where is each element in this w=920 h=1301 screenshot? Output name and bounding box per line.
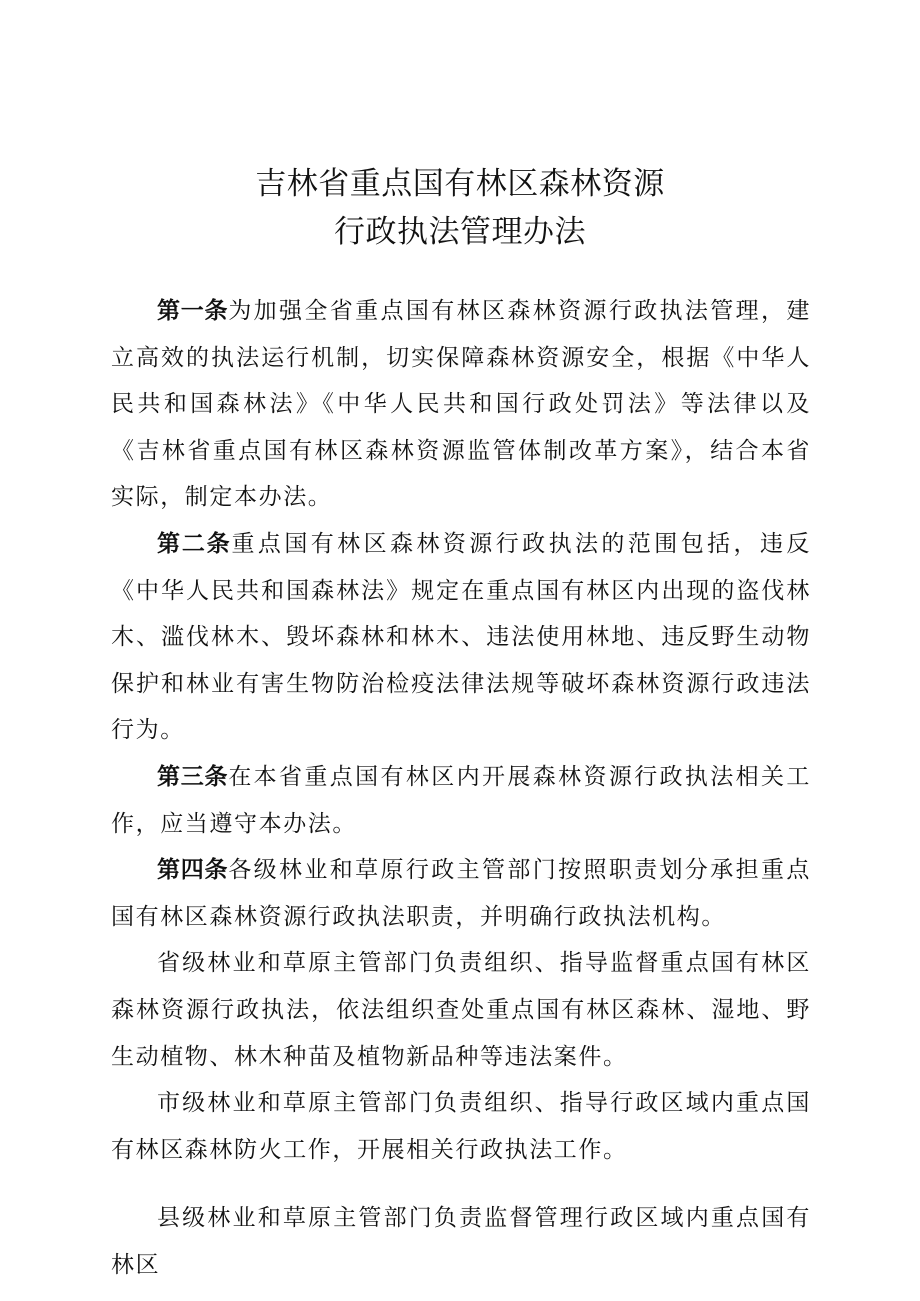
article-2-text: 重点国有林区森林资源行政执法的范围包括，违反《中华人民共和国森林法》规定在重点国有林区内出现的盗伐林木、滥伐林木、毁坏森林和林木、违法使用林地、违反野生动物保护和林业有害生物防治检疫法律法规等破坏森林资源行政违法行为。 <box>111 530 812 744</box>
article-3-text: 在本省重点国有林区内开展森林资源行政执法相关工作，应当遵守本办法。 <box>111 763 811 837</box>
article-2-paragraph <box>111 521 811 754</box>
document-body <box>111 288 811 1288</box>
article-1-paragraph <box>111 288 811 521</box>
article-4-heading: 第四条 <box>157 857 229 884</box>
article-3-paragraph <box>111 754 811 847</box>
document-title-line-1: 吉林省重点国有林区森林资源 <box>255 166 665 202</box>
article-2-heading: 第二条 <box>157 530 232 557</box>
provincial-duties-paragraph: 省级林业和草原主管部门负责组织、指导监督重点国有林区森林资源行政执法，依法组织查处重点国有林区森林、湿地、野生动植物、林木种苗及植物新品种等违法案件。 <box>111 950 811 1070</box>
article-1-text: 为加强全省重点国有林区森林资源行政执法管理，建立高效的执法运行机制，切实保障森林资源安全，根据《中华人民共和国森林法》《中华人民共和国行政处罚法》等法律以及《吉林省重点国有林区森林资源监管体制改革方案》，结合本省实际，制定本办法。 <box>111 298 811 511</box>
article-4-text: 各级林业和草原行政主管部门按照职责划分承担重点国有林区森林资源行政执法职责，并明确行政执法机构。 <box>111 857 811 930</box>
document-title-line-2: 行政执法管理办法 <box>334 214 586 250</box>
county-duties-paragraph: 县级林业和草原主管部门负责监督管理行政区域内重点国有林区 <box>111 1205 811 1278</box>
article-1-heading: 第一条 <box>157 298 229 324</box>
municipal-duties-paragraph: 市级林业和草原主管部门负责组织、指导行政区域内重点国有林区森林防火工作，开展相关行政执法工作。 <box>111 1090 811 1163</box>
article-4-paragraph <box>111 847 811 940</box>
page-break-gap <box>111 1173 811 1195</box>
article-3-heading: 第三条 <box>157 763 229 790</box>
